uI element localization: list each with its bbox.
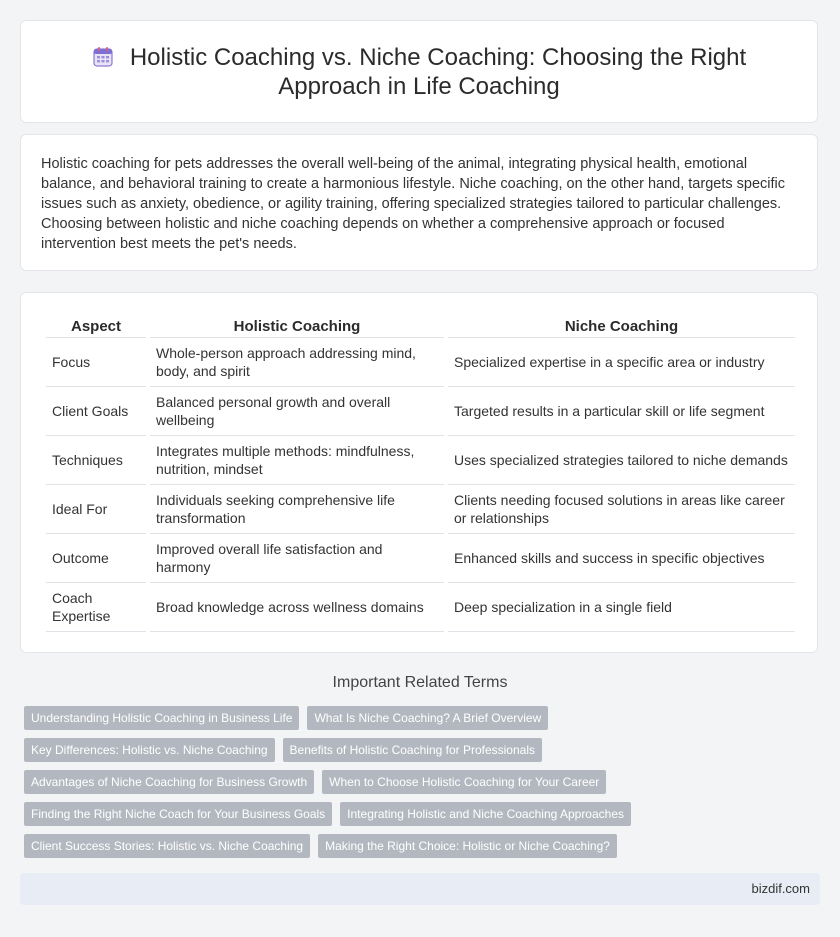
related-term-tag[interactable]: Advantages of Niche Coaching for Business Growth bbox=[24, 770, 314, 794]
related-terms-list bbox=[24, 706, 814, 866]
page-title-text: Holistic Coaching vs. Niche Coaching: Choosing the Right Approach in Life Coaching bbox=[129, 44, 747, 100]
niche-cell: Targeted results in a particular skill or life segment bbox=[448, 387, 795, 436]
holistic-cell: Balanced personal growth and overall wellbeing bbox=[150, 387, 444, 436]
holistic-cell: Improved overall life satisfaction and harmony bbox=[150, 534, 444, 583]
footer bbox=[20, 873, 820, 905]
column-header-holistic: Holistic Coaching bbox=[150, 315, 444, 338]
holistic-cell: Individuals seeking comprehensive life transformation bbox=[150, 485, 444, 534]
related-term-tag[interactable]: What Is Niche Coaching? A Brief Overview bbox=[307, 706, 548, 730]
table-row bbox=[46, 436, 795, 485]
table-row bbox=[46, 387, 795, 436]
holistic-cell: Broad knowledge across wellness domains bbox=[150, 583, 444, 632]
related-term-tag[interactable]: Client Success Stories: Holistic vs. Niche Coaching bbox=[24, 834, 310, 858]
title-wrap bbox=[21, 43, 817, 101]
holistic-cell: Integrates multiple methods: mindfulness, nutrition, mindset bbox=[150, 436, 444, 485]
column-header-niche: Niche Coaching bbox=[448, 315, 795, 338]
aspect-cell: Ideal For bbox=[46, 485, 146, 534]
footer-site-link[interactable]: bizdif.com bbox=[751, 881, 810, 896]
column-header-aspect: Aspect bbox=[46, 315, 146, 338]
niche-cell: Clients needing focused solutions in areas like career or relationships bbox=[448, 485, 795, 534]
related-terms-heading: Important Related Terms bbox=[332, 674, 508, 691]
table-header-row bbox=[46, 315, 795, 338]
table-row bbox=[46, 534, 795, 583]
aspect-cell: Coach Expertise bbox=[46, 583, 146, 632]
aspect-cell: Client Goals bbox=[46, 387, 146, 436]
intro-card bbox=[20, 134, 818, 271]
aspect-cell: Techniques bbox=[46, 436, 146, 485]
niche-cell: Deep specialization in a single field bbox=[448, 583, 795, 632]
comparison-table bbox=[42, 315, 799, 632]
related-term-tag[interactable]: Finding the Right Niche Coach for Your Business Goals bbox=[24, 802, 332, 826]
niche-cell: Uses specialized strategies tailored to niche demands bbox=[448, 436, 795, 485]
header-card bbox=[20, 20, 818, 123]
table-row bbox=[46, 583, 795, 632]
related-term-tag[interactable]: Integrating Holistic and Niche Coaching Approaches bbox=[340, 802, 631, 826]
related-term-tag[interactable]: Benefits of Holistic Coaching for Professionals bbox=[283, 738, 542, 762]
table-row bbox=[46, 338, 795, 387]
niche-cell: Specialized expertise in a specific area or industry bbox=[448, 338, 795, 387]
aspect-cell: Focus bbox=[46, 338, 146, 387]
aspect-cell: Outcome bbox=[46, 534, 146, 583]
comparison-table-card bbox=[20, 292, 818, 653]
related-term-tag[interactable]: Understanding Holistic Coaching in Business Life bbox=[24, 706, 299, 730]
page-title bbox=[69, 43, 769, 101]
holistic-cell: Whole-person approach addressing mind, body, and spirit bbox=[150, 338, 444, 387]
related-term-tag[interactable]: Key Differences: Holistic vs. Niche Coaching bbox=[24, 738, 275, 762]
calendar-icon bbox=[92, 46, 114, 68]
intro-paragraph: Holistic coaching for pets addresses the overall well-being of the animal, integrating physical health, emotional balance, and behavioral training to create a harmonious lifestyle. Niche coaching, on the other hand, targets specific issues such as anxiety, obedience, or agility training, offering specialized strategies tailored to particular challenges. Choosing between holistic and niche coaching depends on whether a comprehensive approach or focused intervention best meets the pet's needs. bbox=[41, 156, 785, 252]
niche-cell: Enhanced skills and success in specific objectives bbox=[448, 534, 795, 583]
table-row bbox=[46, 485, 795, 534]
related-term-tag[interactable]: Making the Right Choice: Holistic or Niche Coaching? bbox=[318, 834, 617, 858]
related-term-tag[interactable]: When to Choose Holistic Coaching for Your Career bbox=[322, 770, 606, 794]
